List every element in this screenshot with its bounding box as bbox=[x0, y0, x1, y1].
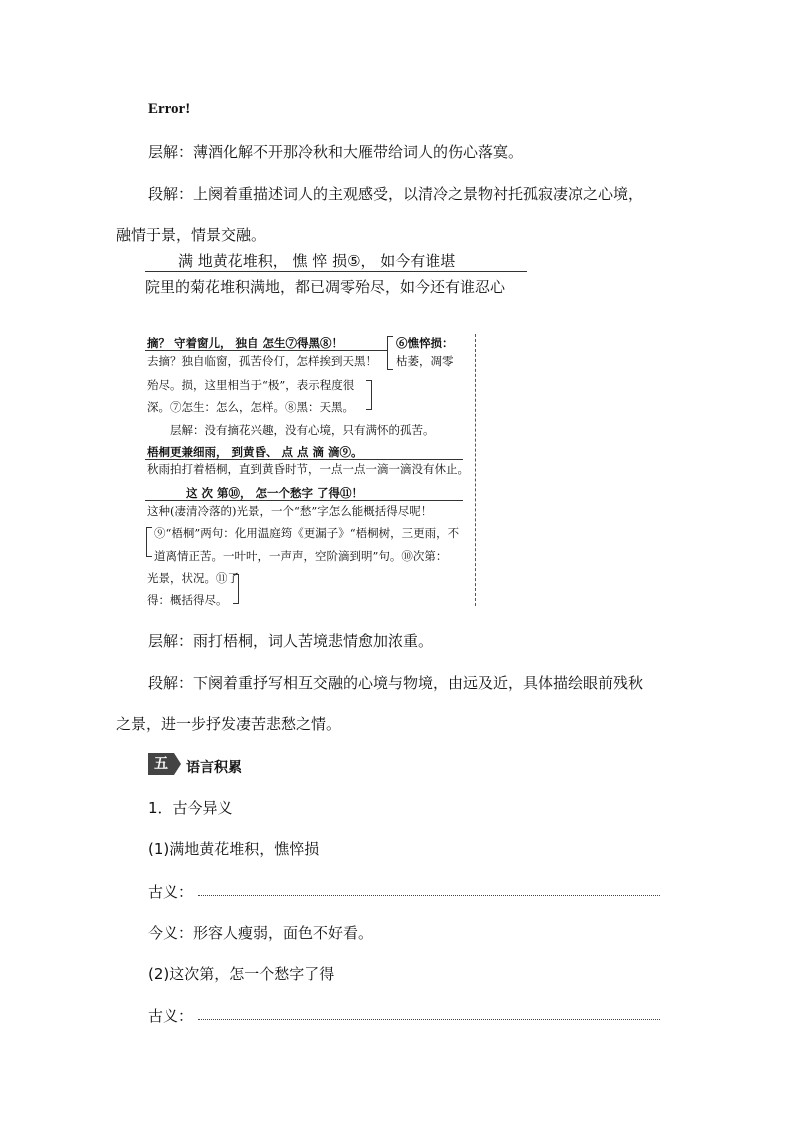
sub-item-1: (1)满地黄花堆积，憔悴损 bbox=[148, 840, 320, 858]
paragraph-layer-explanation-1: 层解：薄酒化解不开那冷秋和大雁带给词人的伤心落寞。 bbox=[148, 143, 524, 161]
section-number-badge: 五 bbox=[148, 753, 174, 775]
box-divider-3 bbox=[145, 500, 463, 501]
item-heading-1: 1．古今异义 bbox=[148, 799, 233, 817]
answer-blank-1[interactable] bbox=[198, 895, 660, 896]
paragraph-section-explanation-1a: 段解：上阕着重描述词人的主观感受，以清冷之景物衬托孤寂凄凉之心境， bbox=[148, 185, 644, 203]
box-line-13-note: 得：概括得尽。 bbox=[147, 593, 228, 607]
box-line-6-original: 梧桐更兼细雨， 到黄昏、 点 点 滴 滴⑨。 bbox=[147, 445, 363, 459]
verse-translation-1: 院里的菊花堆积满地，都已凋零殆尽，如今还有谁忍心 bbox=[145, 278, 506, 296]
margin-dashed-divider bbox=[475, 334, 476, 606]
section-title: 语言积累 bbox=[186, 760, 242, 776]
box-line-7-translation: 秋雨拍打着梧桐，直到黄昏时节，一点一点一滴一滴没有休止。 bbox=[147, 462, 469, 476]
box-line-9-translation: 这种(凄清冷落的)光景，一个“愁”字怎么能概括得尽呢！ bbox=[147, 504, 433, 518]
paragraph-layer-explanation-2: 层解：雨打梧桐，词人苦境悲情愈加浓重。 bbox=[148, 632, 434, 650]
paragraph-section-explanation-2b: 之景，进一步抒发凄苦悲愁之情。 bbox=[116, 715, 342, 733]
box-line-5-layer: 层解：没有摘花兴趣，没有心境，只有满怀的孤苦。 bbox=[170, 423, 435, 437]
verse-divider-1 bbox=[145, 271, 527, 272]
box-line-10-note: ⑨“梧桐”两句：化用温庭筠《更漏子》“梧桐树，三更雨，不 bbox=[154, 526, 460, 540]
box-line-1-original: 摘？ 守着窗儿， 独自 怎生⑦得黑⑧！ bbox=[147, 336, 344, 350]
verse-original-1: 满 地黄花堆积， 憔 悴 损⑤， 如今有谁堪 bbox=[178, 252, 456, 270]
box-note-1: ⑥憔悴损： bbox=[396, 336, 454, 350]
paragraph-section-explanation-2a: 段解：下阕着重抒写相互交融的心境与物境，由远及近，具体描绘眼前残秋 bbox=[148, 674, 644, 692]
ancient-meaning-label-2: 古义： bbox=[148, 1007, 194, 1025]
error-text: Error! bbox=[148, 101, 191, 117]
box-line-8-original: 这 次 第⑩， 怎一个愁字 了得⑪！ bbox=[186, 486, 364, 500]
paragraph-section-explanation-1b: 融情于景，情景交融。 bbox=[116, 226, 267, 244]
box-line-2-translation: 去摘？独自临窗，孤苦伶仃，怎样挨到天黑！ bbox=[147, 354, 377, 368]
note-bracket-1 bbox=[387, 336, 393, 370]
box-line-11-note: 道离情正苦。一叶叶，一声声，空阶滴到明”句。⑩次第： bbox=[154, 549, 448, 563]
box-line-3: 殆尽。损，这里相当于“极”，表示程度很 bbox=[147, 378, 355, 392]
modern-meaning-line: 今义：形容人瘦弱，面色不好看。 bbox=[148, 924, 374, 942]
box-divider-2 bbox=[145, 459, 463, 460]
box-line-4: 深。⑦怎生：怎么，怎样。⑧黑：天黑。 bbox=[147, 400, 354, 414]
answer-blank-2[interactable] bbox=[198, 1019, 660, 1020]
sub-item-2: (2)这次第，怎一个愁字了得 bbox=[148, 965, 335, 983]
box-note-2: 枯萎，凋零 bbox=[396, 354, 454, 368]
ancient-meaning-label-1: 古义： bbox=[148, 883, 194, 901]
box-line-12-note: 光景，状况。⑪了 bbox=[147, 571, 239, 585]
box-divider-1 bbox=[145, 350, 387, 351]
note-bracket-2 bbox=[366, 380, 372, 410]
note-bracket-4 bbox=[233, 574, 239, 604]
note-bracket-3 bbox=[146, 527, 152, 557]
